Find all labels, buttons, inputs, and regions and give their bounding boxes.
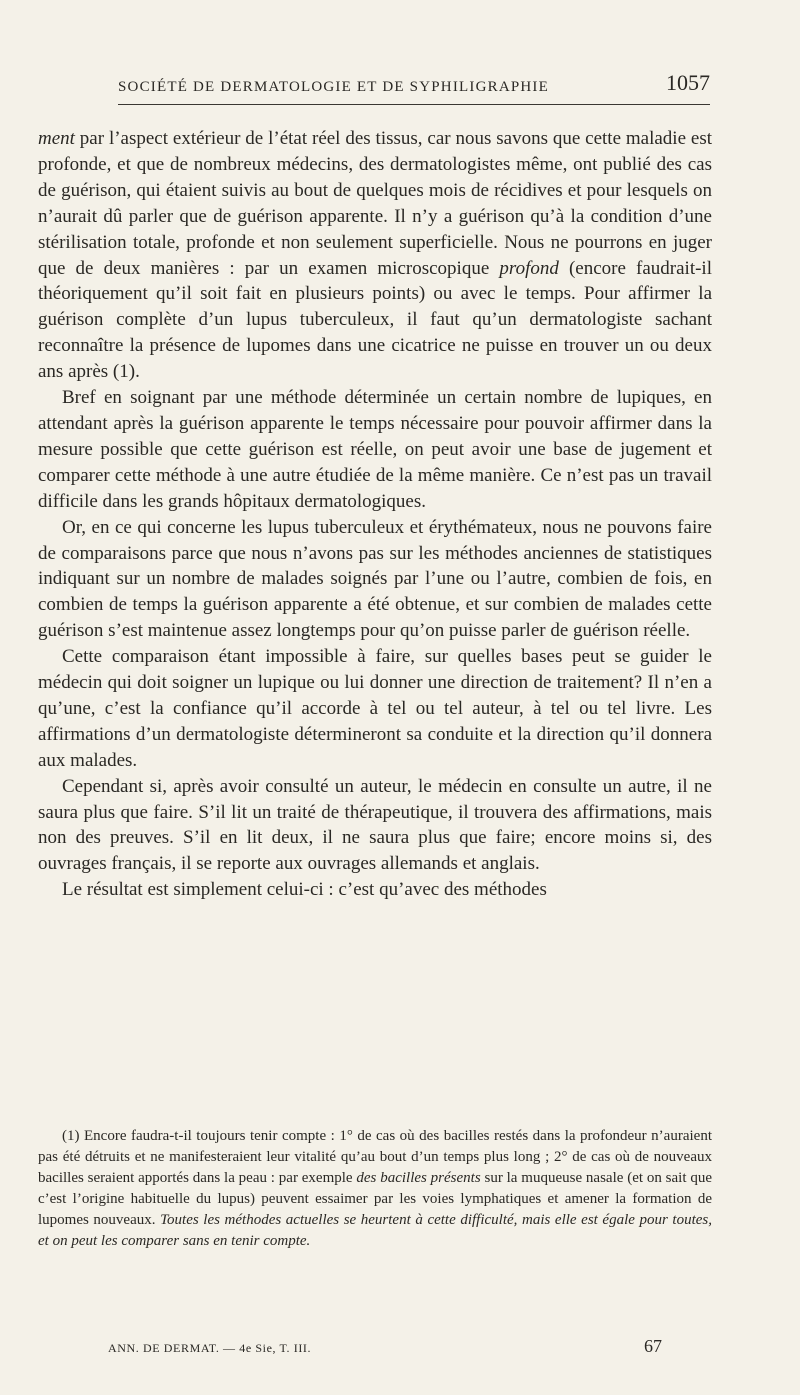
signature-mark: 67 (644, 1336, 662, 1356)
footnote-text: (1) Encore faudra-t-il toujours tenir compte : 1° de cas où des bacilles restés dans la profondeur n’auraient pas été détruits et ne manifesteraient leur vitalité qu’au bout d’un temps plus long ; 2° de cas où de nouveaux bacilles seraient apportés dans la peau : par exemple (38, 1128, 712, 1186)
paragraph-1 (38, 126, 712, 385)
paragraph-6: Le résultat est simplement celui-ci : c’est qu’avec des méthodes (62, 879, 547, 901)
page-number: 1057 (666, 70, 710, 95)
paragraph-4: Cette comparaison étant impossible à faire, sur quelles bases peut se guider le médecin qui doit soigner un lupique ou lui donner une direction de traitement? Il n’en a qu’une, c’est la confiance qu’il accorde à tel ou tel auteur, à tel ou tel livre. Les affirmations d’un dermatologiste détermineront sa conduite et la direction qu’il donnera aux malades. (38, 646, 712, 771)
footnote-1 (38, 1126, 712, 1252)
footnote (38, 1126, 712, 1252)
journal-citation: ANN. DE DERMAT. — 4e Sie, T. III. (108, 1341, 312, 1355)
body-text (38, 126, 712, 903)
p1-text-after: (encore faudrait-il théoriquement qu’il soit fait en plusieurs points) ou avec le temps. Pour affirmer la guérison complète d’un lupus tuberculeux, il faut qu’un dermatologiste sachant reconnaître la présence de lupomes dans une cicatrice ne puisse en trouver un ou deux ans après (1). (38, 257, 712, 383)
p1-lead-italic: ment (38, 128, 75, 149)
footnote-italic-phrase: des bacilles présents (356, 1170, 481, 1186)
footnote-italic-closing: Toutes les méthodes actuelles se heurtent à cette difficulté, mais elle est égale pour toutes, et on peut les comparer sans en tenir compte. (38, 1212, 712, 1249)
p1-text: par l’aspect extérieur de l’état réel des tissus, car nous savons que cette maladie est profonde, et que de nombreux médecins, des dermatologistes même, ont publié des cas de guérison, qui étaient suivis au bout de quelques mois de récidives et pour lesquels on n’aurait dû parler que de guérison apparente. Il n’y a guérison qu’à la condition d’une stérilisation totale, profonde et non seulement superficielle. Nous ne pourrons en juger que de deux manières : par un examen microscopique (38, 128, 712, 279)
paragraph-5: Cependant si, après avoir consulté un auteur, le médecin en consulte un autre, il ne saura plus que faire. S’il lit un traité de thérapeutique, il trouvera des affirmations, mais non des preuves. S’il en lit deux, il ne saura plus que faire; encore moins si, des ouvrages français, il se reporte aux ouvrages allemands et anglais. (38, 775, 712, 875)
header-rule (118, 104, 710, 105)
running-title: SOCIÉTÉ DE DERMATOLOGIE ET DE SYPHILIGRAPHIE (118, 79, 549, 95)
page-footer (108, 1336, 662, 1357)
paragraph-2: Bref en soignant par une méthode déterminée un certain nombre de lupiques, en attendant après la guérison apparente le temps nécessaire pour pouvoir affirmer dans la mesure possible que cette guérison est réelle, on peut avoir une base de jugement et comparer cette méthode à une autre étudiée de la même manière. Ce n’est pas un travail difficile dans les grands hôpitaux dermatologiques. (38, 387, 712, 512)
paragraph-3: Or, en ce qui concerne les lupus tuberculeux et érythémateux, nous ne pouvons faire de comparaisons parce que nous n’avons pas sur les méthodes anciennes de statistiques indiquant sur un nombre de malades soignés par l’une ou l’autre, combien de fois, en combien de temps la guérison apparente a été obtenue, et sur combien de malades cette guérison s’est maintenue assez longtemps pour qu’on puisse parler de guérison réelle. (38, 516, 712, 642)
p1-italic-word: profond (499, 257, 559, 279)
footnote-text-after: sur la muqueuse nasale (et on sait que c’est l’origine habituelle du lupus) peuvent essaimer par les voies lymphatiques et amener la formation de lupomes nouveaux. (38, 1170, 712, 1228)
page-header (118, 64, 710, 96)
